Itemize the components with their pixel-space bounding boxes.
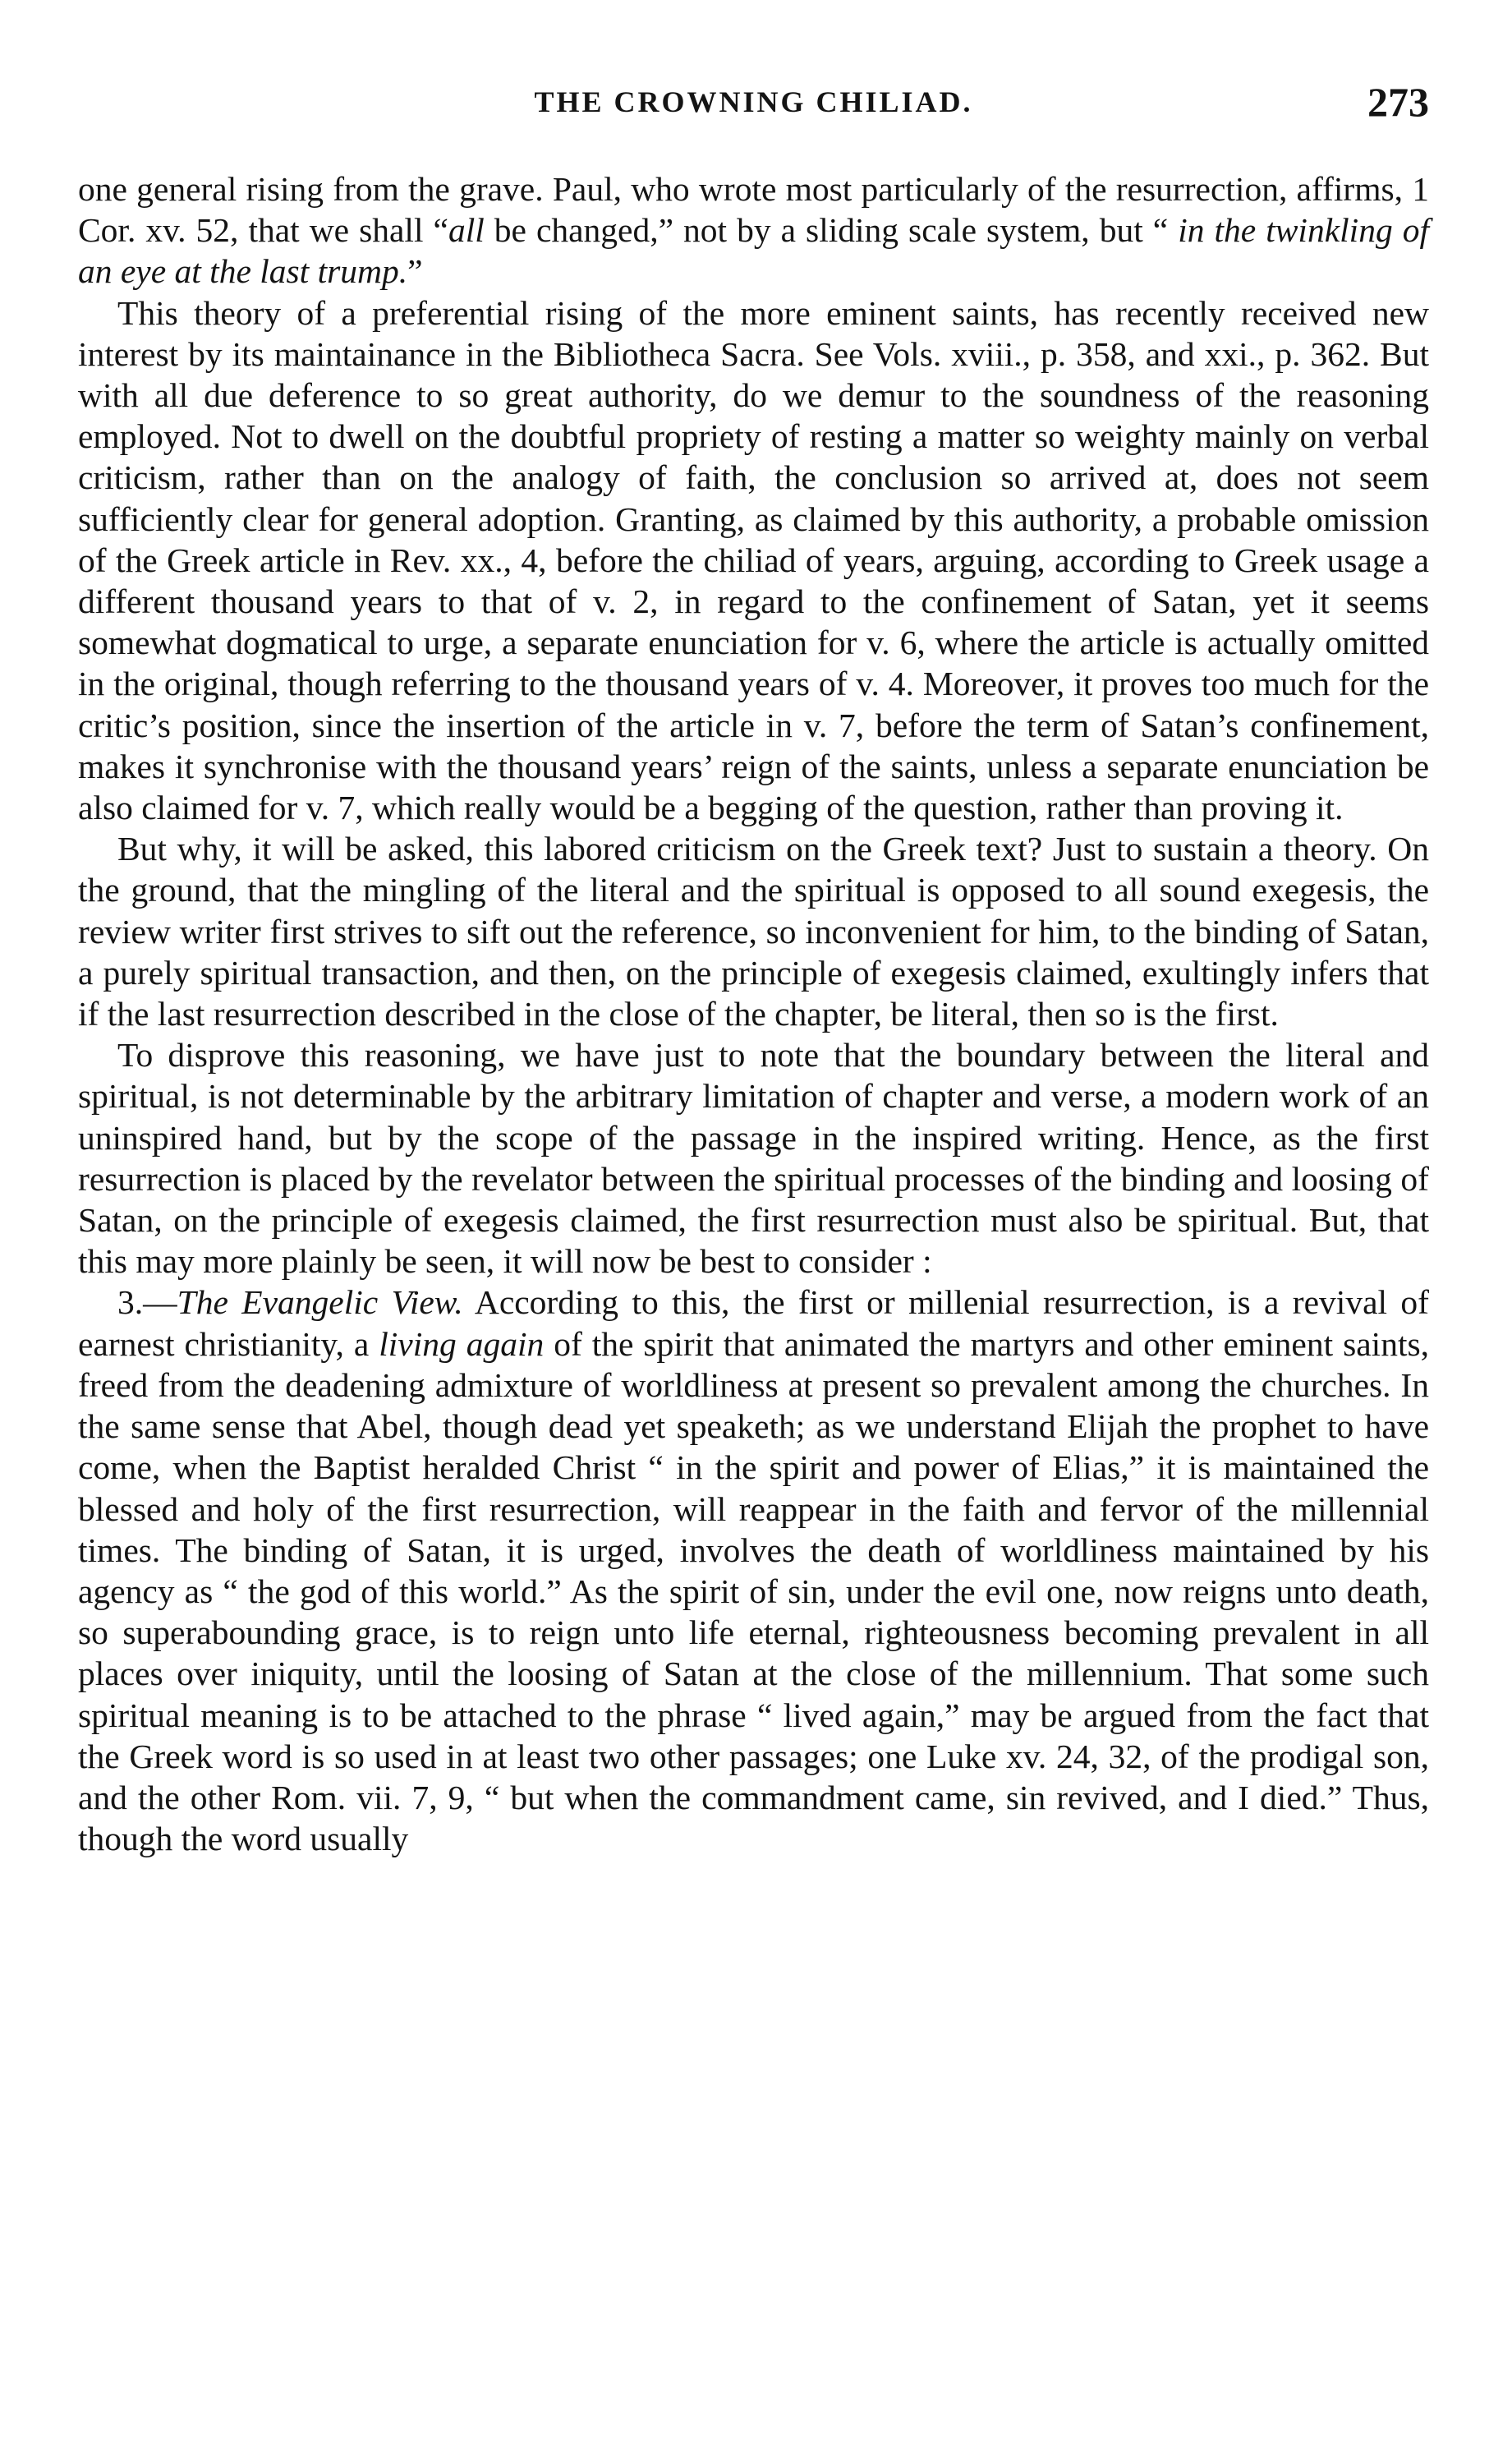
- book-page: [78, 78, 1429, 1859]
- text-run: ”: [407, 252, 423, 291]
- text-run: According to this, the first or millenial resurrection, is a revival of earnest christianity, a: [78, 1283, 1429, 1363]
- text-run: This theory of a preferential rising of the more eminent saints, has recently received new interest by its maintainance in the Bibliotheca Sacra. See Vols. xviii., p. 358, and xxi., p. 362. But with all due deference to so great authority, do we demur to the soundness of the reasoning employed. Not to dwell on the doubtful propriety of resting a matter so weighty mainly on verbal criticism, rather than on the analogy of faith, the conclusion so arrived at, does not seem sufficiently clear for general adoption. Granting, as claimed by this authority, a probable omission of the Greek article in Rev. xx., 4, before the chiliad of years, arguing, according to Greek usage a different thousand years to that of v. 2, in regard to the confinement of Satan, yet it seems somewhat dogmatical to urge, a separate enunciation for v. 6, where the article is actually omitted in the original, though referring to the thousand years of v. 4. Moreover, it proves too much for the critic’s position, since the insertion of the article in v. 7, before the term of Satan’s confinement, makes it synchronise with the thousand years’ reign of the saints, unless a separate enunciation be also claimed for v. 7, which really would be a begging of the question, rather than proving it.: [78, 293, 1429, 827]
- text-run: But why, it will be asked, this labored criticism on the Greek text? Just to sustain a theory. On the ground, that the mingling of the literal and the spiritual is opposed to all sound exegesis, the review writer first strives to sift out the reference, so inconvenient for him, to the binding of Satan, a purely spiritual transaction, and then, on the principle of exegesis claimed, exultingly infers that if the last resurrection described in the close of the chapter, be literal, then so is the first.: [78, 830, 1429, 1033]
- italic-run: in the twinkling of an eye at the last trump.: [78, 211, 1429, 291]
- running-head: [78, 78, 1429, 136]
- italic-run: The Evangelic View.: [177, 1283, 463, 1322]
- text-run: one general rising from the grave. Paul, who wrote most particularly of the resurrection, affirms, 1 Cor. xv. 52, that we shall “: [78, 170, 1429, 250]
- text-run: be changed,” not by a sliding scale system, but “: [484, 211, 1179, 250]
- text-run: 3.—: [117, 1283, 177, 1322]
- paragraph-5: [78, 1282, 1429, 1859]
- running-title: THE CROWNING CHILIAD.: [534, 85, 973, 118]
- text-run: To disprove this reasoning, we have just to note that the boundary between the literal and spiritual, is not determinable by the arbitrary limitation of chapter and verse, a modern work of an uninspired hand, but by the scope of the passage in the inspired writing. Hence, as the first resurrection is placed by the revelator between the spiritual processes of the binding and loosing of Satan, on the principle of exegesis claimed, the first resurrection must also be spiritual. But, that this may more plainly be seen, it will now be best to consider :: [78, 1036, 1429, 1281]
- italic-run: all: [448, 211, 485, 250]
- paragraph-4: [78, 1034, 1429, 1282]
- page-number: 273: [1367, 79, 1429, 125]
- paragraph-3: [78, 828, 1429, 1034]
- body-text: [78, 168, 1429, 1859]
- paragraph-2: [78, 292, 1429, 829]
- text-run: of the spirit that animated the martyrs and other eminent saints, freed from the deadening admixture of worldliness at present so prevalent among the churches. In the same sense that Abel, though dead yet speaketh; as we understand Elijah the prophet to have come, when the Baptist heralded Christ “ in the spirit and power of Elias,” it is maintained the blessed and holy of the first resurrection, will reappear in the faith and fervor of the millennial times. The binding of Satan, it is urged, involves the death of worldliness maintained by his agency as “ the god of this world.” As the spirit of sin, under the evil one, now reigns unto death, so superabounding grace, is to reign unto life eternal, righteousness becoming prevalent in all places over iniquity, until the loosing of Satan at the close of the millennium. That some such spiritual meaning is to be attached to the phrase “ lived again,” may be argued from the fact that the Greek word is so used in at least two other passages; one Luke xv. 24, 32, of the prodigal son, and the other Rom. vii. 7, 9, “ but when the commandment came, sin revived, and I died.” Thus, though the word usually: [78, 1324, 1429, 1858]
- italic-run: living again: [379, 1324, 545, 1363]
- paragraph-1: [78, 168, 1429, 292]
